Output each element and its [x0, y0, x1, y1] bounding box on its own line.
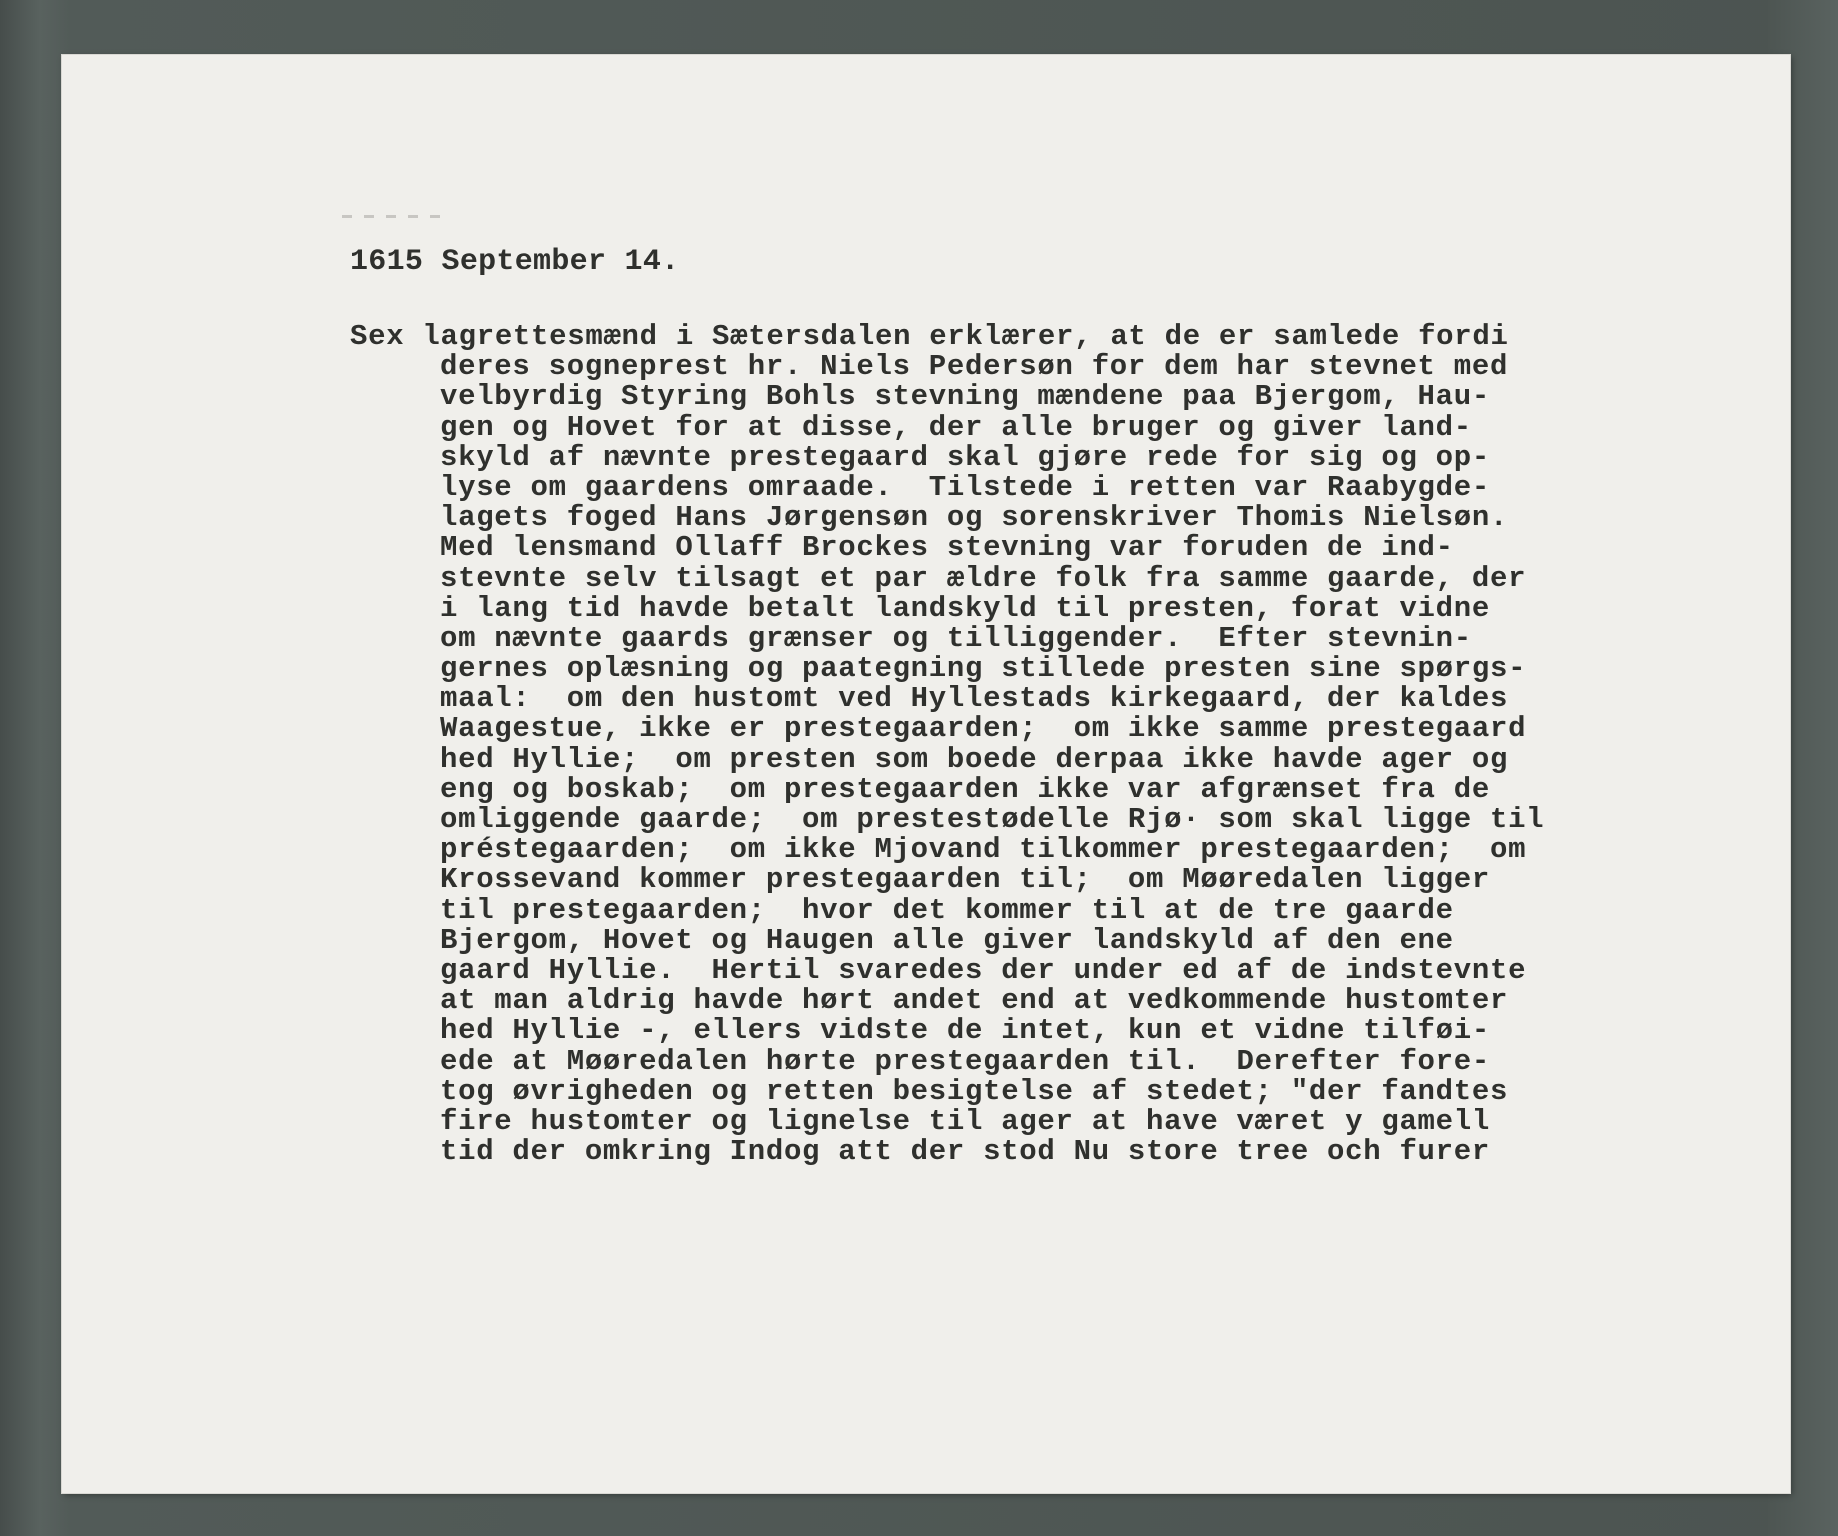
text-line: ede at Møøredalen hørte prestegaarden til. Derefter fore- — [440, 1044, 1490, 1078]
text-line: at man aldrig havde hørt andet end at vedkommende hustomter — [440, 984, 1509, 1018]
document-card — [62, 55, 1790, 1493]
text-line: omliggende gaarde; om prestestødelle Rjø· som skal ligge til — [440, 803, 1545, 836]
text-line: fire hustomter og lignelse til ager at have været y gamell — [440, 1104, 1490, 1138]
text-line: Bjergom, Hovet og Haugen alle giver landskyld af den ene — [440, 923, 1454, 957]
text-line: deres sogneprest hr. Niels Pedersøn for dem har stevnet med — [440, 350, 1509, 384]
document-body — [350, 322, 1770, 1167]
text-line: Krossevand kommer prestegaarden til; om Møøredalen ligger — [440, 863, 1490, 897]
text-line: i lang tid havde betalt landskyld til presten, forat vidne — [440, 591, 1490, 625]
text-line: préstegaarden; om ikke Mjovand tilkommer prestegaarden; om — [440, 833, 1527, 867]
text-line: Sex lagrettesmænd i Sætersdalen erklærer, at de er samlede fordi — [350, 320, 1509, 353]
document-date: 1615 September 14. — [350, 245, 680, 279]
text-line: lyse om gaardens omraade. Tilstede i retten var Raabygde- — [440, 470, 1490, 504]
text-line: hed Hyllie -, ellers vidste de intet, kun et vidne tilføi- — [440, 1014, 1490, 1048]
text-line: gernes oplæsning og paategning stillede presten sine spørgs- — [440, 652, 1527, 686]
text-line: maal: om den hustomt ved Hyllestads kirkegaard, der kaldes — [440, 682, 1509, 716]
text-line: Waagestue, ikke er prestegaarden; om ikke samme prestegaard — [440, 712, 1527, 746]
text-line: stevnte selv tilsagt et par ældre folk fra samme gaarde, der — [440, 561, 1527, 595]
text-line: til prestegaarden; hvor det kommer til at de tre gaarde — [440, 893, 1454, 927]
pencil-mark-decoration — [342, 215, 452, 218]
text-line: gaard Hyllie. Hertil svaredes der under ed af de indstevnte — [440, 953, 1527, 987]
text-line: eng og boskab; om prestegaarden ikke var afgrænset fra de — [440, 772, 1490, 806]
text-line: tid der omkring Indog att der stod Nu store tree och furer — [440, 1135, 1490, 1169]
text-line: om nævnte gaards grænser og tilliggender. Efter stevnin- — [440, 621, 1472, 655]
text-line: hed Hyllie; om presten som boede derpaa ikke havde ager og — [440, 742, 1509, 776]
text-line: gen og Hovet for at disse, der alle bruger og giver land- — [440, 410, 1472, 444]
text-line: velbyrdig Styring Bohls stevning mændene paa Bjergom, Hau- — [440, 380, 1490, 414]
text-line: skyld af nævnte prestegaard skal gjøre rede for sig og op- — [440, 440, 1490, 474]
text-line: tog øvrigheden og retten besigtelse af stedet; "der fandtes — [440, 1074, 1509, 1108]
text-line: lagets foged Hans Jørgensøn og sorenskriver Thomis Nielsøn. — [440, 501, 1509, 535]
text-line: Med lensmand Ollaff Brockes stevning var foruden de ind- — [440, 531, 1454, 565]
